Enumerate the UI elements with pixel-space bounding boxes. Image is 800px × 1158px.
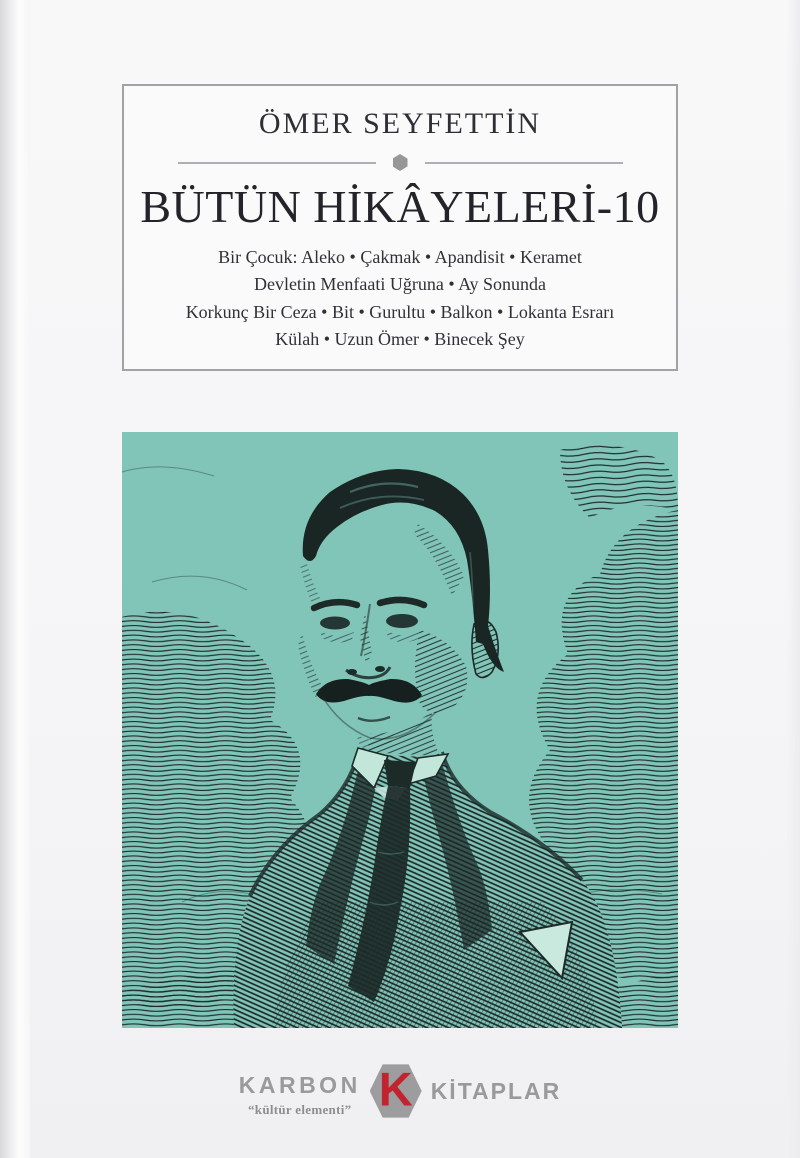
story-line: Korkunç Bir Ceza • Bit • Gurultu • Balkon • Lokanta Esrarı bbox=[185, 301, 615, 322]
engraved-portrait-svg bbox=[122, 432, 678, 1028]
title-box bbox=[122, 84, 678, 371]
publisher-name-block bbox=[239, 1064, 361, 1118]
divider bbox=[124, 154, 676, 171]
logo-letter-k: K bbox=[378, 1062, 413, 1116]
publisher-logo-mark bbox=[370, 1062, 422, 1120]
story-line: Külah • Uzun Ömer • Binecek Şey bbox=[275, 329, 525, 350]
publisher-name-karbon: KARBON bbox=[238, 1072, 361, 1098]
eye bbox=[386, 614, 418, 628]
story-line: Bir Çocuk: Aleko • Çakmak • Apandisit • Keramet bbox=[218, 246, 582, 267]
divider-line-left bbox=[178, 162, 376, 164]
story-list bbox=[124, 244, 676, 354]
publisher-name-kitaplar: KİTAPLAR bbox=[430, 1077, 562, 1104]
publisher-tagline: “kültür elementi” bbox=[247, 1102, 352, 1117]
book-title: BÜTÜN HİKÂYELERİ-10 bbox=[140, 181, 660, 232]
story-line: Devletin Menfaati Uğruna • Ay Sonunda bbox=[253, 274, 547, 295]
divider-hexagon-icon bbox=[393, 154, 408, 171]
book-edge-shading bbox=[786, 0, 800, 1158]
divider-line-right bbox=[425, 162, 623, 164]
portrait-illustration bbox=[122, 432, 678, 1028]
eye bbox=[320, 617, 350, 630]
author-name: ÖMER SEYFETTİN bbox=[258, 107, 542, 140]
publisher-logo bbox=[0, 1062, 800, 1120]
book-spine-shading bbox=[0, 0, 30, 1158]
